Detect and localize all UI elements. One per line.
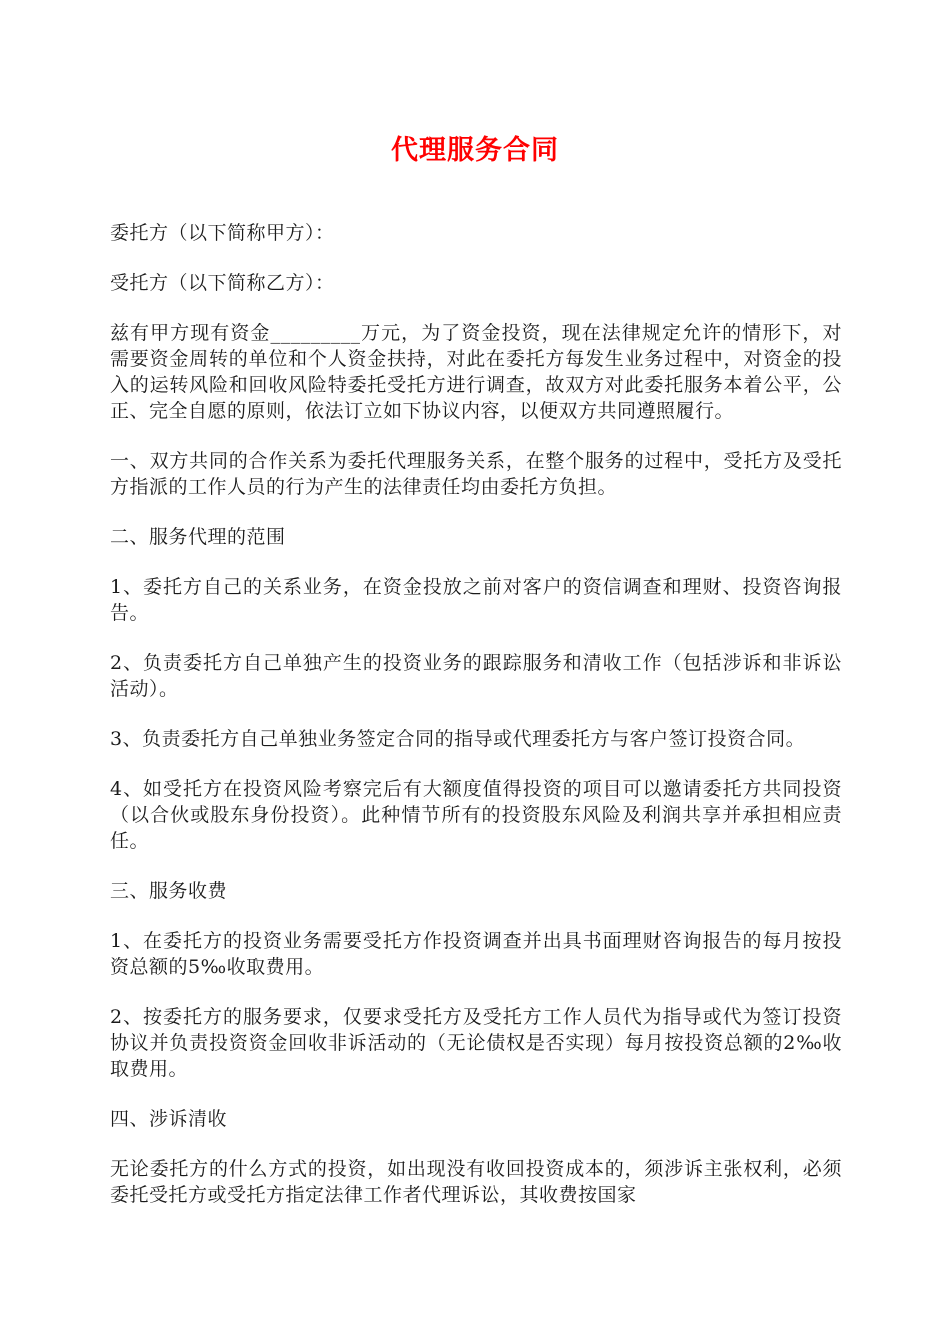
section-3-heading: 三、服务收费 <box>110 880 228 902</box>
clause-1-paragraph: 一、双方共同的合作关系为委托代理服务关系，在整个服务的过程中，受托方及受托方指派的工作人员的行为产生的法律责任均由委托方负担。 <box>110 450 842 498</box>
party-a-line: 委托方（以下简称甲方）： <box>110 222 335 244</box>
document-body <box>110 220 842 1232</box>
section-2-item-3: 3、负责委托方自己单独业务签定合同的指导或代理委托方与客户签订投资合同。 <box>110 728 806 750</box>
section-2-heading: 二、服务代理的范围 <box>110 526 286 548</box>
preamble-paragraph: 兹有甲方现有资金_________万元，为了资金投资，现在法律规定允许的情形下，对需要资金周转的单位和个人资金扶持，对此在委托方每发生业务过程中，对资金的投入的运转风险和回收风险特委托受托方进行调查，故双方对此委托服务本着公平，公正、完全自愿的原则，依法订立如下协议内容，以便双方共同遵照履行。 <box>110 322 842 422</box>
section-2-item-4: 4、如受托方在投资风险考察完后有大额度值得投资的项目可以邀请委托方共同投资（以合伙或股东身份投资）。此种情节所有的投资股东风险及利润共享并承担相应责任。 <box>110 778 842 852</box>
section-2-item-1: 1、委托方自己的关系业务，在资金投放之前对客户的资信调查和理财、投资咨询报告。 <box>110 576 842 624</box>
section-4-paragraph: 无论委托方的什么方式的投资，如出现没有收回投资成本的，须涉诉主张权利，必须委托受托方或受托方指定法律工作者代理诉讼，其收费按国家 <box>110 1158 842 1206</box>
section-4-heading: 四、涉诉清收 <box>110 1108 228 1130</box>
section-3-item-1: 1、在委托方的投资业务需要受托方作投资调查并出具书面理财咨询报告的每月按投资总额的5‰收取费用。 <box>110 930 842 978</box>
party-b-line: 受托方（以下简称乙方）： <box>110 272 335 294</box>
section-2-item-2: 2、负责委托方自己单独产生的投资业务的跟踪服务和清收工作（包括涉诉和非诉讼活动）。 <box>110 652 842 700</box>
document-title: 代理服务合同 <box>391 135 559 166</box>
section-3-item-2: 2、按委托方的服务要求，仅要求受托方及受托方工作人员代为指导或代为签订投资协议并负责投资资金回收非诉活动的（无论债权是否实现）每月按投资总额的2‰收取费用。 <box>110 1006 842 1080</box>
